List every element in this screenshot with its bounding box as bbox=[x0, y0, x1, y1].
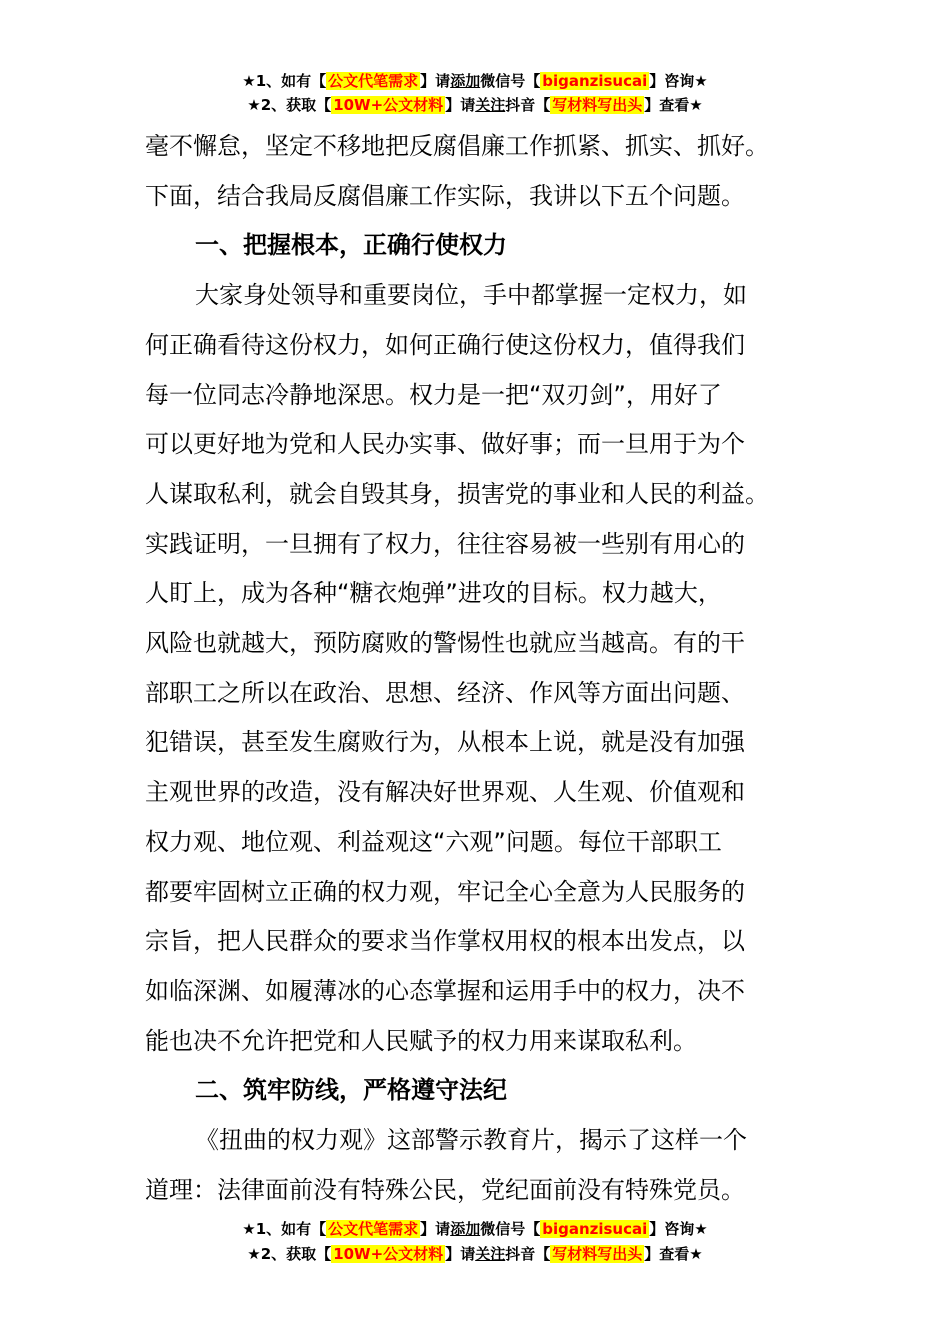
promo-suffix: 】咨询★ bbox=[649, 72, 708, 90]
promo-highlight: 10W+公文材料 bbox=[333, 96, 444, 114]
document-body bbox=[145, 122, 815, 1215]
promo-prefix: ★1、如有【 bbox=[242, 1220, 327, 1238]
promo-text: 】请 bbox=[420, 72, 451, 90]
promo-emphasis: 添加 bbox=[450, 1220, 481, 1238]
promo-suffix: 】查看★ bbox=[644, 1245, 703, 1263]
promo-prefix: ★1、如有【 bbox=[242, 72, 327, 90]
body-line: 风险也就越大，预防腐败的警惕性也就应当越高。有的干 bbox=[145, 629, 745, 658]
promo-highlight: 公文代笔需求 bbox=[328, 1220, 419, 1238]
header-promo-line-1 bbox=[0, 70, 950, 92]
section-heading: 一、把握根本，正确行使权力 bbox=[195, 231, 507, 260]
body-line: 何正确看待这份权力，如何正确行使这份权力，值得我们 bbox=[145, 330, 745, 359]
body-line: 人谋取私利，就会自毁其身，损害党的事业和人民的利益。 bbox=[145, 479, 769, 508]
promo-emphasis: 添加 bbox=[450, 72, 481, 90]
promo-suffix: 】咨询★ bbox=[649, 1220, 708, 1238]
body-line: 道理：法律面前没有特殊公民，党纪面前没有特殊党员。 bbox=[145, 1175, 745, 1204]
promo-text: 】请 bbox=[420, 1220, 451, 1238]
body-line: 可以更好地为党和人民办实事、做好事；而一旦用于为个 bbox=[145, 430, 745, 459]
promo-highlight: 公文代笔需求 bbox=[328, 72, 419, 90]
body-line: 权力观、地位观、利益观这“六观”问题。每位干部职工 bbox=[145, 827, 722, 856]
header-promo-line-2 bbox=[0, 94, 950, 116]
body-line: 《扭曲的权力观》这部警示教育片，揭示了这样一个 bbox=[195, 1126, 747, 1155]
section-heading: 二、筑牢防线，严格遵守法纪 bbox=[195, 1076, 507, 1105]
promo-douyin-id: 写材料写出头 bbox=[552, 1245, 643, 1263]
promo-highlight: 10W+公文材料 bbox=[333, 1245, 444, 1263]
promo-text: 抖音【 bbox=[505, 96, 551, 114]
body-line: 都要牢固树立正确的权力观，牢记全心全意为人民服务的 bbox=[145, 877, 745, 906]
body-line: 能也决不允许把党和人民赋予的权力用来谋取私利。 bbox=[145, 1026, 697, 1055]
promo-prefix: ★2、获取【 bbox=[247, 1245, 332, 1263]
promo-wechat-id: biganzisucai bbox=[542, 72, 648, 90]
footer-promo-line-2 bbox=[0, 1243, 950, 1265]
body-line: 实践证明，一旦拥有了权力，往往容易被一些别有用心的 bbox=[145, 529, 745, 558]
body-line: 部职工之所以在政治、思想、经济、作风等方面出问题、 bbox=[145, 678, 745, 707]
promo-douyin-id: 写材料写出头 bbox=[552, 96, 643, 114]
promo-text: 微信号【 bbox=[480, 1220, 541, 1238]
promo-text: 微信号【 bbox=[480, 72, 541, 90]
body-line: 如临深渊、如履薄冰的心态掌握和运用手中的权力，决不 bbox=[145, 976, 745, 1005]
promo-wechat-id: biganzisucai bbox=[542, 1220, 648, 1238]
promo-prefix: ★2、获取【 bbox=[247, 96, 332, 114]
promo-emphasis: 关注 bbox=[475, 1245, 506, 1263]
promo-emphasis: 关注 bbox=[475, 96, 506, 114]
body-line: 人盯上，成为各种“糖衣炮弹”进攻的目标。权力越大， bbox=[145, 579, 722, 608]
promo-text: 】请 bbox=[445, 96, 476, 114]
promo-suffix: 】查看★ bbox=[644, 96, 703, 114]
body-line: 大家身处领导和重要岗位，手中都掌握一定权力，如 bbox=[195, 281, 747, 310]
body-line: 宗旨，把人民群众的要求当作掌权用权的根本出发点，以 bbox=[145, 927, 745, 956]
body-line: 犯错误，甚至发生腐败行为，从根本上说，就是没有加强 bbox=[145, 728, 745, 757]
body-line: 下面，结合我局反腐倡廉工作实际，我讲以下五个问题。 bbox=[145, 181, 745, 210]
footer-promo-line-1 bbox=[0, 1218, 950, 1240]
body-line: 每一位同志冷静地深思。权力是一把“双刃剑”，用好了 bbox=[145, 380, 722, 409]
promo-text: 抖音【 bbox=[505, 1245, 551, 1263]
promo-text: 】请 bbox=[445, 1245, 476, 1263]
body-line: 毫不懈怠，坚定不移地把反腐倡廉工作抓紧、抓实、抓好。 bbox=[145, 132, 769, 160]
body-line: 主观世界的改造，没有解决好世界观、人生观、价值观和 bbox=[145, 778, 745, 807]
